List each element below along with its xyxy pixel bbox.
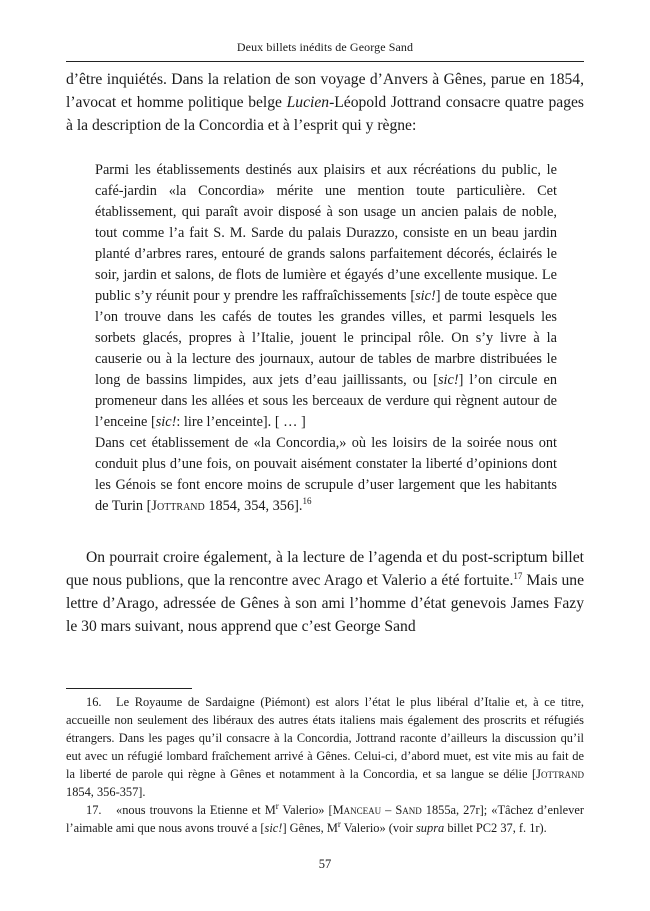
footnote-ref-16[interactable]: 16 (302, 496, 312, 507)
footnote-17-text-e: Valerio» (voir (340, 821, 416, 835)
para2-text-a: On pourrait croire également, à la lecture de l’agenda et du post-scriptum billet que nous publions, que la rencontre avec Arago et Valerio a été fortuite. (66, 549, 584, 589)
footnote-rule (66, 688, 192, 689)
footnote-17-text-a: «nous trouvons la Etienne et M (116, 803, 276, 817)
footnote-16-text-a: Le Royaume de Sardaigne (Piémont) est alors l’état le plus libéral d’Italie et, à ce titre, accueille non seulement des libéraux des autres états italiens mais également des proscrits et réfugiés étrangers. Dans les pages qu’il consacre à la Concordia, Jottrand raconte d’ailleurs la discussion qu’il eut avec un réfugié lombard fraîchement arrivé à Gênes. Celui-ci, d’abord muet, est vite mis au fait de la liberté de parole qui règne à Gênes et notamment à la Concordia, et sa langue se délie [ (66, 695, 584, 781)
footnote-17 (66, 801, 584, 837)
para1-text-a: d’être inquiétés. Dans la relation de son voyage d’Anvers à Gênes, parue en 1854, l’avocat et homme politique belge (66, 71, 584, 111)
header-rule (66, 61, 584, 62)
footnote-ref-17[interactable]: 17 (513, 570, 523, 581)
footnote-16-number: 16. (86, 695, 102, 709)
quote2-text-b: 1854, 354, 356]. (204, 498, 303, 514)
footnote-17-text-d: ] Gênes, M (282, 821, 338, 835)
footnote-17-sic: sic! (264, 821, 283, 835)
quote2-author: Jottrand (151, 498, 205, 514)
quote-text-a: Parmi les établissements destinés aux plaisirs et aux récréations du public, le café-jardin «la Concordia» mérite une mention toute particulière. Cet établissement, qui paraît avoir disposé à son usage un ancien palais de noble, tout comme l’a fait S. M. Sarde du palais Durazzo, consiste en un beau jardin planté d’arbres rares, entouré de grands salons parfaitement décorés, éclairés le soir, jardin et salons, de flots de lumière et égayés d’une excellente musique. Le public s’y réunit pour y prendre les raffraîchissements [ (95, 162, 557, 304)
body-paragraph-1 (66, 68, 584, 137)
quote-text-b: ] de toute espèce que l’on trouve dans les cafés de toutes les grandes villes, et parmi lesquels les sorbets glacés, propres à l’Italie, jouent le principal rôle. On s’y livre à la causerie ou à la lecture des journaux, autour de tables de marbre distribuées le long de bassins limpides, aux jets d’eau jaillissants, ou [ (95, 288, 557, 388)
footnote-17-text-f: billet PC2 37, f. 1r). (444, 821, 547, 835)
footnote-16-text-b: 1854, 356-357]. (66, 785, 146, 799)
para2-text-b: Mais une lettre d’Arago, adressée de Gênes à son ami l’homme d’état genevois James Fazy le 30 mars suivant, nous apprend que c’est George Sand (66, 572, 585, 635)
footnote-17-authors: Manceau – Sand (332, 803, 422, 817)
quote-paragraph-1 (95, 160, 557, 433)
quote-text-d: : lire l’enceinte]. [ … ] (176, 414, 306, 430)
footnote-16-author: Jottrand (536, 767, 584, 781)
footnote-17-text-c: 1855a, 27r]; «Tâchez d’enlever l’aimable ami que nous avons trouvé a [ (66, 803, 584, 835)
footnote-16 (66, 693, 584, 801)
quote-sic-3: sic! (155, 414, 177, 430)
footnote-17-number: 17. (86, 803, 102, 817)
body-paragraph-2 (66, 546, 584, 638)
para1-text-b: -Léopold Jottrand consacre quatre pages à la description de la Concordia et à l’esprit qui y règne: (66, 94, 584, 134)
quote-sic-1: sic! (415, 288, 436, 304)
block-quote (95, 160, 557, 517)
quote-paragraph-2 (95, 433, 557, 517)
quote-text-c: ] l’on circule en promeneur dans les allées et sous les berceaux de verdure qui règnent autour de l’enceine [ (95, 372, 557, 430)
footnote-17-supra: supra (415, 821, 445, 835)
footnotes (66, 693, 584, 837)
footnote-17-sup-2: r (337, 818, 341, 829)
para1-name-italic: Lucien (286, 94, 330, 111)
quote-sic-2: sic! (437, 372, 459, 388)
page-number: 57 (318, 857, 332, 871)
quote2-text-a: Dans cet établissement de «la Concordia,» où les loisirs de la soirée nous ont conduit plus d’une fois, on pouvait aisément constater la liberté d’opinions dont les Génois se font encore moins de scrupule d’user largement que les habitants de Turin [ (95, 435, 557, 514)
footnote-17-sup-1: r (275, 800, 279, 811)
footnote-17-text-b: Valerio» [ (278, 803, 333, 817)
running-head: Deux billets inédits de George Sand (236, 40, 414, 54)
